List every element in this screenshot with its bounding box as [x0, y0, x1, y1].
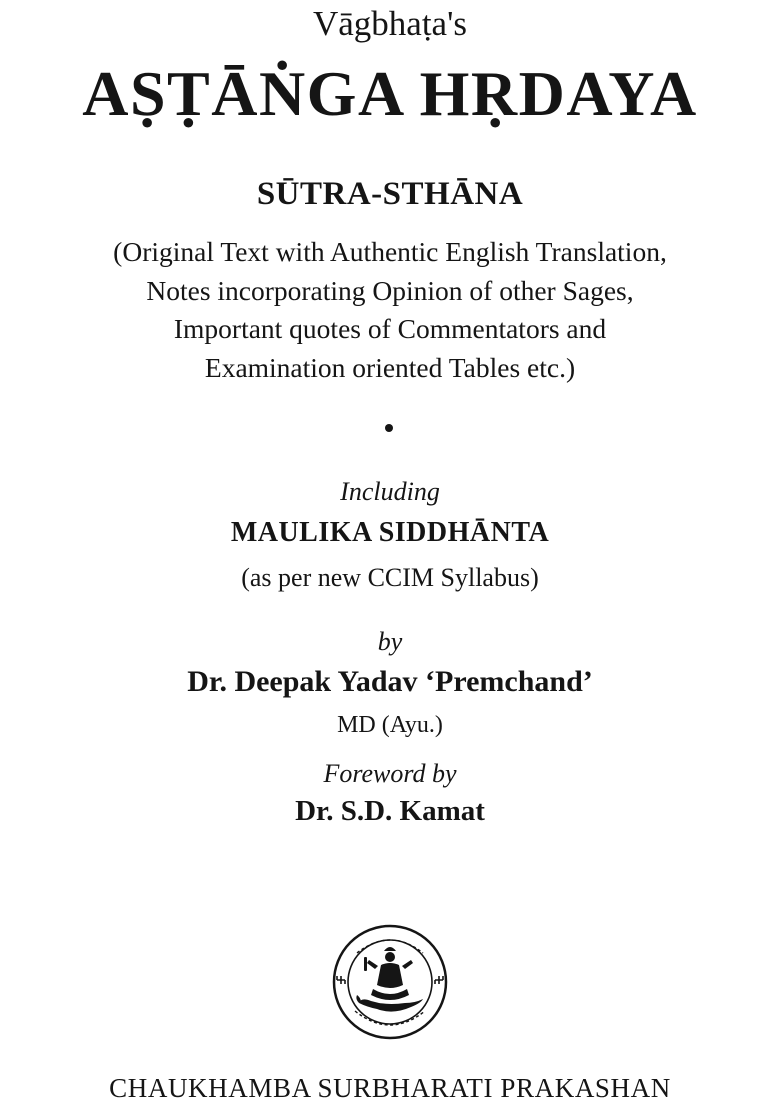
supplement-title: MAULIKA SIDDHĀNTA	[230, 517, 550, 548]
author-possessive: Vāgbhaṭa's	[312, 4, 468, 43]
description-line: Notes incorporating Opinion of other Sages,	[146, 274, 634, 306]
description-line: (Original Text with Authentic English Translation,	[113, 236, 667, 267]
by-label: by	[377, 627, 403, 656]
description-line: Examination oriented Tables etc.)	[204, 351, 576, 383]
author-degree: MD (Ayu.)	[337, 712, 443, 738]
saraswati-seal-icon	[331, 923, 449, 1041]
foreword-author: Dr. S.D. Kamat	[295, 795, 485, 827]
author-name: Dr. Deepak Yadav ‘Premchand’	[187, 665, 593, 698]
book-title: AṢṬĀṄGA HṚDAYA	[82, 58, 698, 129]
foreword-label: Foreword by	[323, 759, 457, 788]
section-title: SŪTRA-STHĀNA	[256, 176, 524, 212]
syllabus-note: (as per new CCIM Syllabus)	[241, 563, 539, 592]
description-block	[0, 233, 780, 387]
separator-bullet	[385, 424, 393, 432]
description-line: Important quotes of Commentators and	[173, 313, 607, 344]
publisher-name: CHAUKHAMBA SURBHARATI PRAKASHAN	[109, 1073, 671, 1103]
including-label: Including	[340, 477, 440, 506]
